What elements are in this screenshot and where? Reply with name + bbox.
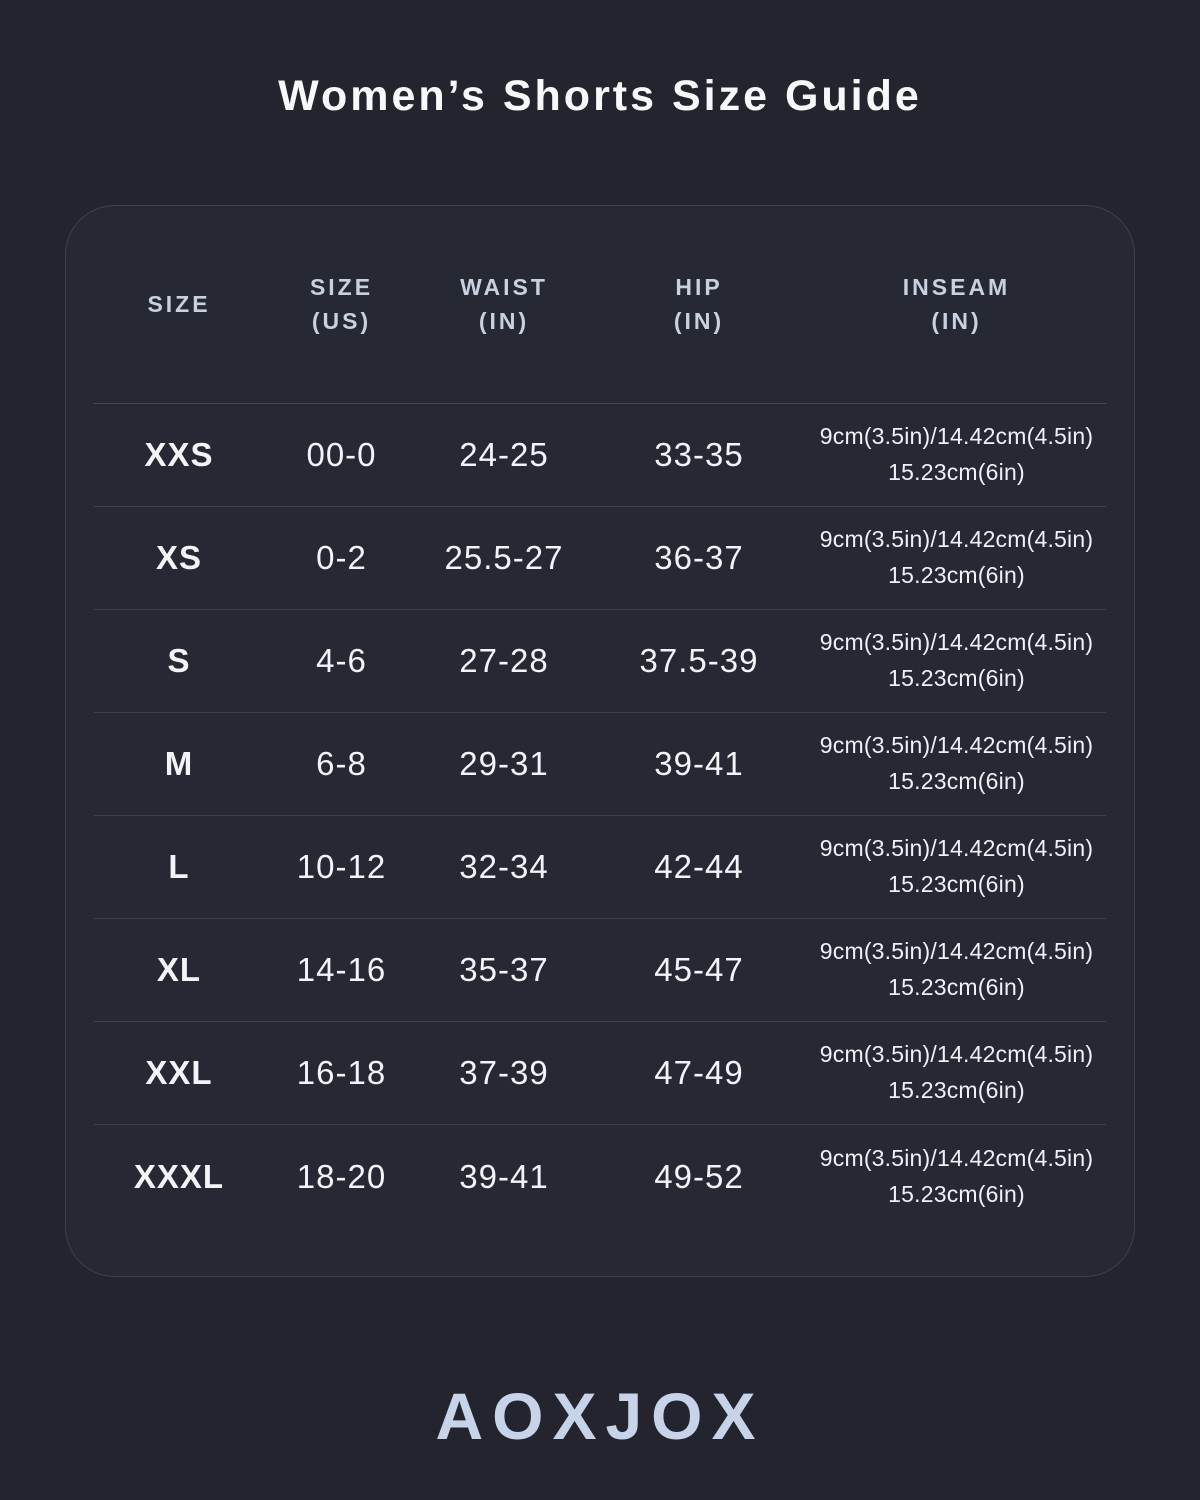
header-line1: SIZE (309, 274, 374, 301)
waist-cell: 35-37 (459, 951, 549, 988)
size-us-cell: 10-12 (296, 848, 387, 885)
hip-cell: 49-52 (654, 1157, 744, 1195)
table-row-xxs (94, 404, 1106, 507)
page-title: Women’s Shorts Size Guide (278, 72, 922, 120)
hip-cell: 39-41 (654, 745, 744, 782)
inseam-cell (809, 419, 1104, 490)
header-line1: INSEAM (902, 274, 1011, 301)
table-row-xxxl (94, 1125, 1106, 1228)
table-row-xs (94, 507, 1106, 610)
hip-cell: 45-47 (654, 951, 744, 988)
table-row-xl (94, 919, 1106, 1022)
inseam-line1: 9cm(3.5in)/14.42cm(4.5in) (819, 629, 1094, 656)
column-header-size (94, 288, 264, 321)
header-line2: (IN) (478, 307, 530, 334)
column-header-inseam (809, 271, 1104, 338)
hip-cell: 47-49 (654, 1054, 744, 1091)
waist-cell: 24-25 (459, 436, 549, 473)
inseam-line2: 15.23cm(6in) (888, 974, 1025, 1000)
inseam-line2: 15.23cm(6in) (888, 1180, 1025, 1207)
waist-cell: 39-41 (459, 1157, 549, 1195)
inseam-line1: 9cm(3.5in)/14.42cm(4.5in) (819, 1041, 1094, 1068)
hip-cell: 36-37 (654, 539, 744, 576)
inseam-cell (809, 625, 1104, 696)
waist-cell: 37-39 (459, 1054, 549, 1091)
inseam-line1: 9cm(3.5in)/14.42cm(4.5in) (819, 732, 1094, 759)
size-cell: XXS (144, 436, 214, 473)
inseam-line1: 9cm(3.5in)/14.42cm(4.5in) (819, 938, 1094, 965)
inseam-line1: 9cm(3.5in)/14.42cm(4.5in) (819, 1144, 1094, 1171)
header-line2: (US) (311, 307, 372, 334)
header-line2: (IN) (673, 307, 725, 334)
inseam-line1: 9cm(3.5in)/14.42cm(4.5in) (819, 835, 1094, 862)
size-us-cell: 00-0 (306, 436, 377, 473)
table-row-m (94, 713, 1106, 816)
inseam-cell (809, 934, 1104, 1005)
inseam-cell (809, 1037, 1104, 1108)
inseam-line2: 15.23cm(6in) (888, 665, 1025, 691)
inseam-line2: 15.23cm(6in) (888, 562, 1025, 588)
inseam-line1: 9cm(3.5in)/14.42cm(4.5in) (819, 423, 1094, 450)
hip-cell: 37.5-39 (639, 642, 759, 679)
table-header-row (94, 206, 1106, 404)
inseam-line1: 9cm(3.5in)/14.42cm(4.5in) (819, 526, 1094, 553)
header-line1: SIZE (147, 290, 211, 317)
hip-cell: 33-35 (654, 436, 744, 473)
size-cell: M (164, 745, 194, 782)
inseam-line2: 15.23cm(6in) (888, 1077, 1025, 1103)
header-line1: HIP (675, 274, 723, 301)
column-header-waist (419, 271, 589, 338)
size-us-cell: 16-18 (296, 1054, 387, 1091)
inseam-cell (809, 831, 1104, 902)
column-header-hip (589, 271, 809, 338)
waist-cell: 27-28 (459, 642, 549, 679)
size-cell: XXXL (133, 1157, 225, 1195)
inseam-cell (809, 1141, 1104, 1212)
table-row-xxl (94, 1022, 1106, 1125)
size-cell: S (167, 642, 191, 679)
table-row-l (94, 816, 1106, 919)
inseam-line2: 15.23cm(6in) (888, 871, 1025, 897)
size-us-cell: 0-2 (316, 539, 367, 576)
hip-cell: 42-44 (654, 848, 744, 885)
table-row-s (94, 610, 1106, 713)
brand-logo: AOXJOX (435, 1379, 765, 1453)
waist-cell: 25.5-27 (444, 539, 564, 576)
waist-cell: 29-31 (459, 745, 549, 782)
waist-cell: 32-34 (459, 848, 549, 885)
inseam-line2: 15.23cm(6in) (888, 768, 1025, 794)
size-cell: XS (155, 539, 203, 576)
header-line2: (IN) (931, 307, 982, 334)
size-us-cell: 4-6 (316, 642, 367, 679)
size-cell: L (168, 848, 190, 885)
size-us-cell: 18-20 (296, 1157, 387, 1195)
size-us-cell: 6-8 (316, 745, 367, 782)
header-line1: WAIST (460, 274, 548, 301)
inseam-line2: 15.23cm(6in) (888, 459, 1025, 485)
size-table-card (65, 205, 1135, 1277)
column-header-size-us (264, 271, 419, 338)
size-us-cell: 14-16 (296, 951, 387, 988)
inseam-cell (809, 728, 1104, 799)
size-cell: XL (156, 951, 202, 988)
inseam-cell (809, 522, 1104, 593)
size-cell: XXL (145, 1054, 213, 1091)
